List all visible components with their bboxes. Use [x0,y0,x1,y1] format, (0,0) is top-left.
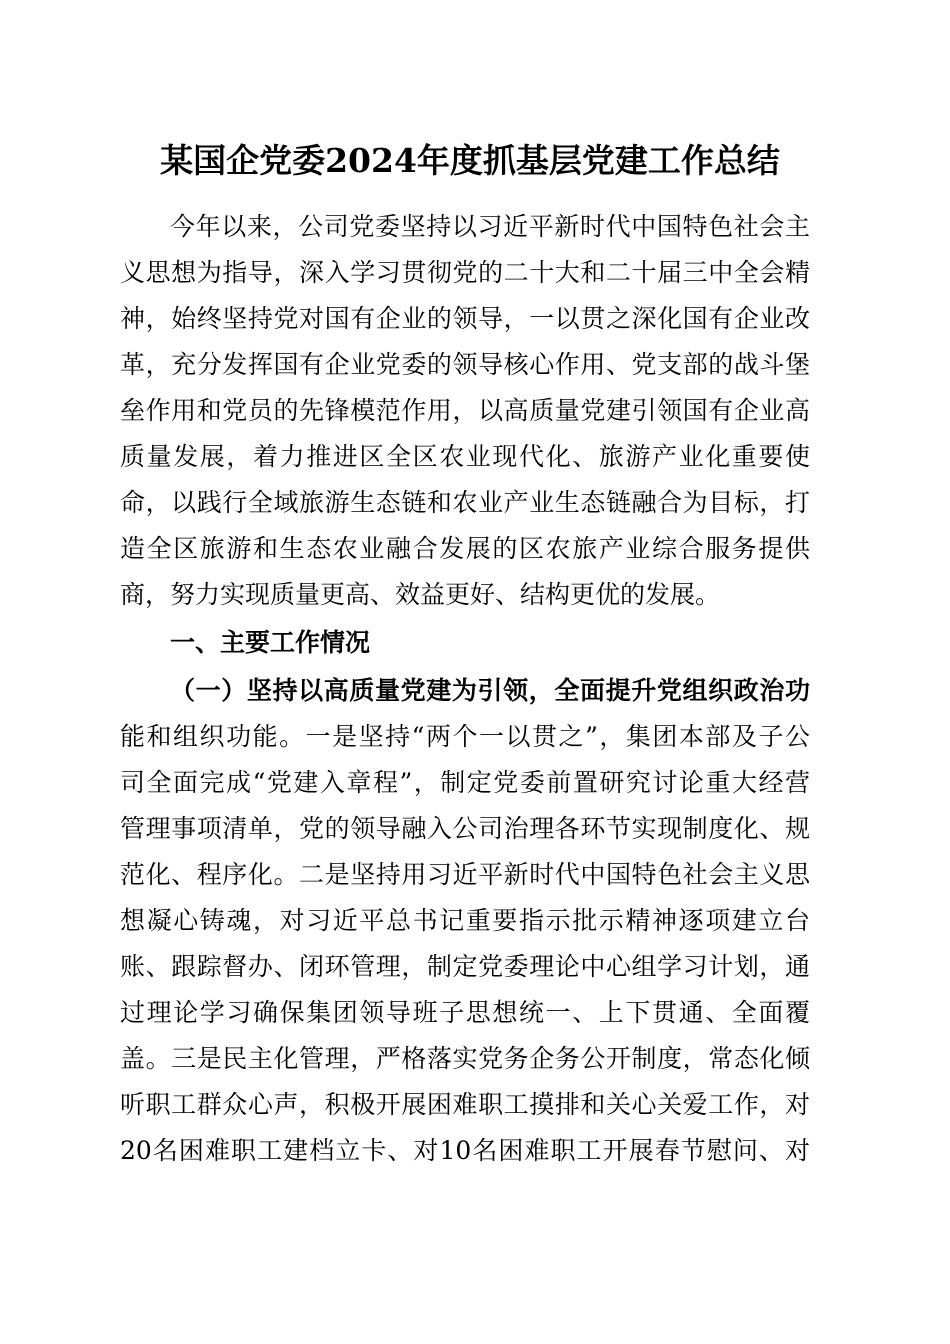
intro-line: 质量发展，着力推进区全区农业现代化、旅游产业化重要使 [120,442,810,471]
body-line: 司全面完成“党建入章程”，制定党委前置研究讨论重大经营 [120,768,810,797]
body-line: 听职工群众心声，积极开展困难职工摸排和关心关爱工作，对 [120,1090,810,1119]
body-line: 过理论学习确保集团领导班子思想统一、上下贯通、全面覆 [120,998,810,1027]
body-line: 能和组织功能。一是坚持“两个一以贯之”，集团本部及子公 [120,722,810,751]
intro-line: 今年以来，公司党委坚持以习近平新时代中国特色社会主 [170,212,810,241]
body-line: 账、跟踪督办、闭环管理，制定党委理论中心组学习计划，通 [120,952,810,981]
intro-line: 命，以践行全域旅游生态链和农业产业生态链融合为目标，打 [120,488,810,517]
intro-line: 革，充分发挥国有企业党委的领导核心作用、党支部的战斗堡 [120,350,810,379]
intro-line: 垒作用和党员的先锋模范作用，以高质量党建引领国有企业高 [120,396,810,425]
body-line: 范化、程序化。二是坚持用习近平新时代中国特色社会主义思 [120,860,810,889]
intro-line: 造全区旅游和生态农业融合发展的区农旅产业综合服务提供 [120,534,810,563]
subsection-lead-line: （一）坚持以高质量党建为引领，全面提升党组织政治功 [170,676,810,705]
intro-line: 神，始终坚持党对国有企业的领导，一以贯之深化国有企业改 [120,304,810,333]
document-title: 某国企党委2024年度抓基层党建工作总结 [160,141,780,180]
body-line: 管理事项清单，党的领导融入公司治理各环节实现制度化、规 [120,814,810,843]
body-line: 20名困难职工建档立卡、对10名困难职工开展春节慰问、对 [120,1136,810,1165]
section-heading: 一、主要工作情况 [170,628,371,657]
body-line: 想凝心铸魂，对习近平总书记重要指示批示精神逐项建立台 [120,906,810,935]
body-line: 盖。三是民主化管理，严格落实党务企务公开制度，常态化倾 [120,1044,810,1073]
intro-line: 商，努力实现质量更高、效益更好、结构更优的发展。 [120,580,721,609]
intro-line: 义思想为指导，深入学习贯彻党的二十大和二十届三中全会精 [120,258,810,287]
